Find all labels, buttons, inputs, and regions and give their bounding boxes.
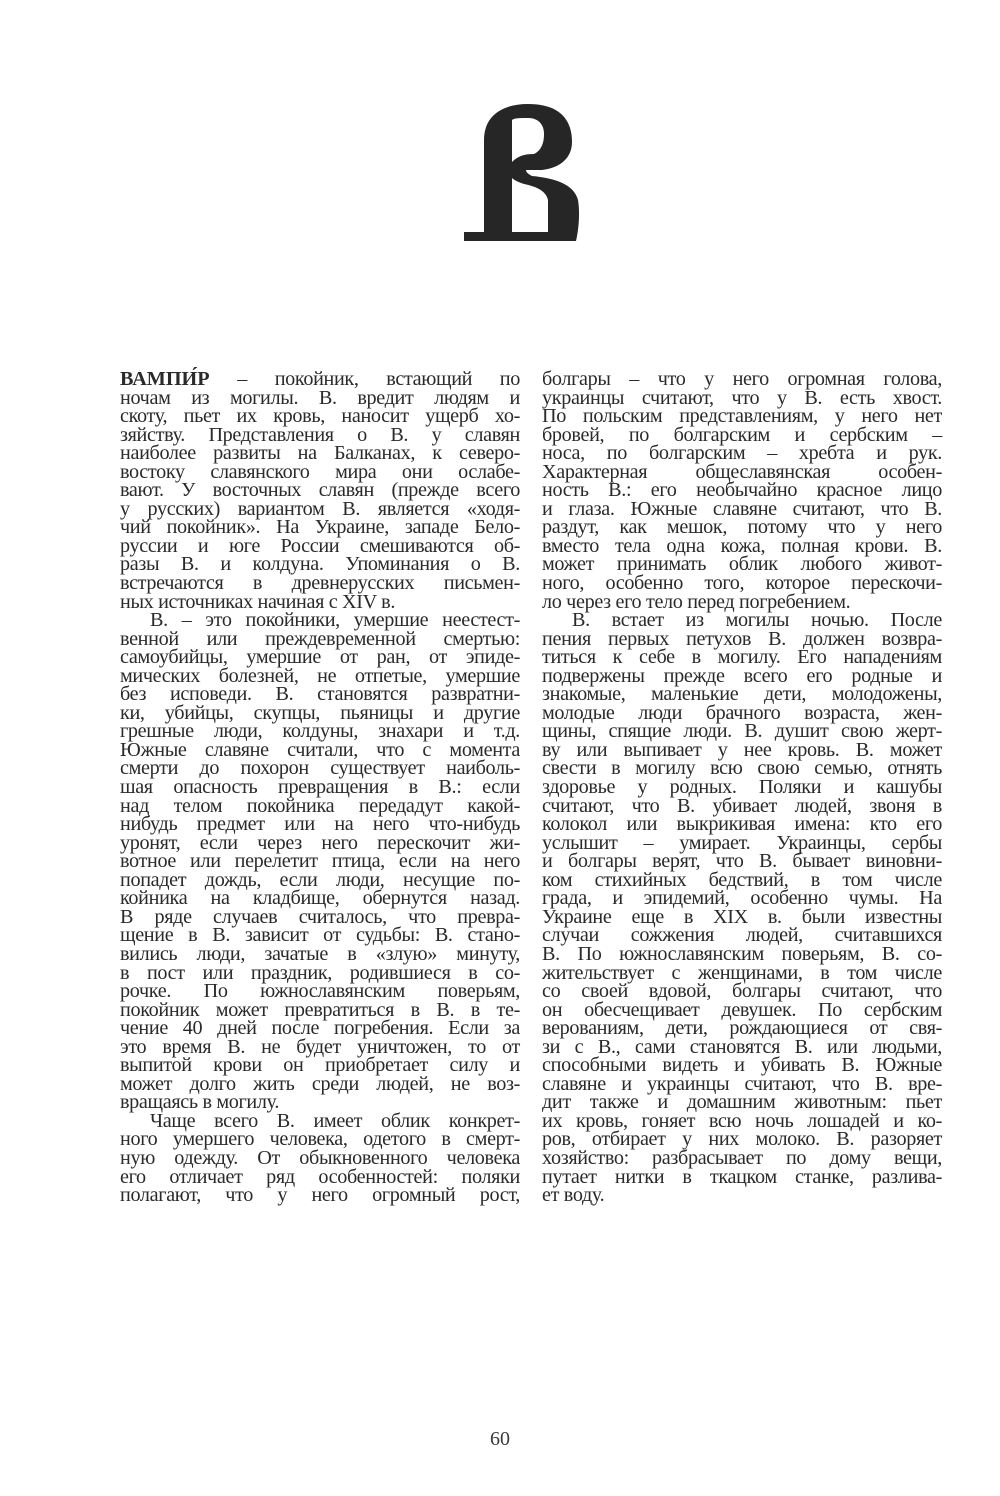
text-line: считают, что В. убивает людей, звоня в bbox=[542, 794, 942, 817]
text-line: нибудь предмет или на него что-нибудь bbox=[120, 813, 520, 836]
text-line: востоку славянского мира они ослабе- bbox=[120, 460, 520, 483]
text-line: и болгары верят, что В. бывает виновни- bbox=[542, 850, 942, 873]
text-line: путает нитки в ткацком станке, разлива- bbox=[542, 1165, 942, 1188]
text-line: может принимать облик любого живот- bbox=[542, 553, 942, 576]
text-line: подвержены прежде всего его родные и bbox=[542, 664, 942, 687]
text-line: щение в В. зависит от судьбы: В. стано- bbox=[120, 924, 520, 947]
text-line: покойник может превратиться в В. в те- bbox=[120, 998, 520, 1021]
text-line: скоту, пьет их кровь, наносит ущерб хо- bbox=[120, 405, 520, 428]
text-line: ло через его тело перед погребением. bbox=[542, 590, 851, 613]
text-line: ву или выпивает у нее кровь. В. может bbox=[542, 738, 942, 761]
text-line: ность В.: его необычайно красное лицо bbox=[542, 479, 942, 502]
text-line: наиболее развиты на Балканах, к северо- bbox=[120, 442, 520, 465]
text-line: услышит – умирает. Украинцы, сербы bbox=[542, 831, 942, 854]
text-line: Южные славяне считали, что с момента bbox=[120, 738, 520, 761]
text-line: без исповеди. В. становятся развратни- bbox=[120, 683, 520, 706]
text-line bbox=[120, 370, 520, 389]
text-line: чий покойник». На Украине, западе Бело- bbox=[120, 516, 520, 539]
text-line: вращаясь в могилу. bbox=[120, 1091, 280, 1114]
text-line: выпитой крови он приобретает силу и bbox=[120, 1054, 520, 1077]
text-line: его отличает ряд особенностей: поляки bbox=[120, 1165, 520, 1188]
text-line: грешные люди, колдуны, знахари и т.д. bbox=[120, 720, 520, 743]
text-line: их кровь, гоняет всю ночь лошадей и ко- bbox=[542, 1109, 942, 1132]
text-line: славяне и украинцы считают, что В. вре- bbox=[542, 1072, 942, 1095]
text-line: свести в могилу всю свою семью, отнять bbox=[542, 757, 942, 780]
text-line: койника на кладбище, обернутся назад. bbox=[120, 887, 520, 910]
text-line: верованиям, дети, рождающиеся от свя- bbox=[542, 1017, 942, 1040]
text-line: попадет дождь, если люди, несущие по- bbox=[120, 868, 520, 891]
text-line: знакомые, маленькие дети, молодожены, bbox=[542, 683, 942, 706]
text-line: В ряде случаев считалось, что превра- bbox=[120, 905, 520, 928]
text-line: ет воду. bbox=[542, 1184, 605, 1207]
text-line: вотное или перелетит птица, если на него bbox=[120, 850, 520, 873]
text-line: молодые люди брачного возраста, жен- bbox=[542, 701, 942, 724]
text-line: ров, отбирает у них молоко. В. разоряет bbox=[542, 1128, 942, 1151]
text-line: случаи сожжения людей, считавшихся bbox=[542, 924, 942, 947]
text-line: у русских) вариантом В. является «ходя- bbox=[120, 497, 520, 520]
text-line: руссии и юге России смешиваются об- bbox=[120, 534, 520, 557]
article-column-left bbox=[120, 370, 520, 1205]
text-line: ком стихийных бедствий, в том числе bbox=[542, 868, 942, 891]
text-line: встречаются в древнерусских письмен- bbox=[120, 572, 520, 595]
text-line: вместо тела одна кожа, полная крови. В. bbox=[542, 534, 942, 557]
text-line: По польским представлениям, у него нет bbox=[542, 405, 942, 428]
text-line: Чаще всего В. имеет облик конкрет- bbox=[150, 1109, 520, 1132]
text-line: хозяйство: разбрасывает по дому вещи, bbox=[542, 1146, 942, 1169]
text-line: ных источниках начиная с XIV в. bbox=[120, 590, 396, 613]
ornamental-letter-v-icon bbox=[462, 100, 582, 246]
text-line: венной или преждевременной смертью: bbox=[120, 627, 520, 650]
article-headword: ВАМПИ́Р bbox=[120, 368, 210, 390]
text-line: может долго жить среди людей, не воз- bbox=[120, 1072, 520, 1095]
page-number: 60 bbox=[490, 1428, 510, 1450]
text-line: В. По южнославянским поверьям, В. со- bbox=[542, 942, 942, 965]
text-line: носа, по болгарским – хребта и рук. bbox=[542, 442, 942, 465]
text-line: дит также и домашним животным: пьет bbox=[542, 1091, 942, 1114]
text-line: щины, спящие люди. В. душит свою жерт- bbox=[542, 720, 942, 743]
text-line: зяйству. Представления о В. у славян bbox=[120, 423, 520, 446]
text-line: здоровье у родных. Поляки и кашубы bbox=[542, 776, 942, 799]
text-line: он обесчещивает девушек. По сербским bbox=[542, 998, 942, 1021]
text-line: самоубийцы, умершие от ран, от эпиде- bbox=[120, 646, 520, 669]
text-line: мических болезней, не отпетые, умершие bbox=[120, 664, 520, 687]
text-line: уронят, если через него перескочит жи- bbox=[120, 831, 520, 854]
text-line: болгары – что у него огромная голова, bbox=[542, 368, 942, 390]
text-line: зи с В., сами становятся В. или людьми, bbox=[542, 1035, 942, 1058]
article-column-right bbox=[542, 370, 942, 1205]
text-line: пения первых петухов В. должен возвра- bbox=[542, 627, 942, 650]
text-line: ного, особенно того, которое перескочи- bbox=[542, 572, 942, 595]
text-line: Украине еще в XIX в. были известны bbox=[542, 905, 942, 928]
text-line: ки, убийцы, скупцы, пьяницы и другие bbox=[120, 701, 520, 724]
text-line: это время В. не будет уничтожен, то от bbox=[120, 1035, 520, 1058]
text-line: жительствует с женщинами, в том числе bbox=[542, 961, 942, 984]
text-line: ную одежду. От обыкновенного человека bbox=[120, 1146, 520, 1169]
text-line: бровей, по болгарским и сербским – bbox=[542, 423, 942, 446]
text-line: ночам из могилы. В. вредит людям и bbox=[120, 386, 520, 409]
text-line: В. – это покойники, умершие неестест- bbox=[150, 609, 520, 632]
text-line: и глаза. Южные славяне считают, что В. bbox=[542, 497, 942, 520]
text-line: чение 40 дней после погребения. Если за bbox=[120, 1017, 520, 1040]
text-line: Характерная общеславянская особен- bbox=[542, 460, 942, 483]
text-line-rest: – покойник, встающий по bbox=[209, 368, 520, 390]
text-line: града, и эпидемий, особенно чумы. На bbox=[542, 887, 942, 910]
text-line: ного умершего человека, одетого в смерт- bbox=[120, 1128, 520, 1151]
text-line: В. встает из могилы ночью. После bbox=[572, 609, 942, 632]
text-line: полагают, что у него огромный рост, bbox=[120, 1184, 520, 1207]
text-line: над телом покойника передадут какой- bbox=[120, 794, 520, 817]
text-line: украинцы считают, что у В. есть хвост. bbox=[542, 386, 942, 409]
text-line: вились люди, зачатые в «злую» минуту, bbox=[120, 942, 520, 965]
text-line: смерти до похорон существует наиболь- bbox=[120, 757, 520, 780]
text-line: колокол или выкрикивая имена: кто его bbox=[542, 813, 942, 836]
text-line: способными видеть и убивать В. Южные bbox=[542, 1054, 942, 1077]
text-line: раздут, как мешок, потому что у него bbox=[542, 516, 942, 539]
text-line: разы В. и колдуна. Упоминания о В. bbox=[120, 553, 520, 576]
text-line: рочке. По южнославянским поверьям, bbox=[120, 980, 520, 1003]
text-line: в пост или праздник, родившиеся в со- bbox=[120, 961, 520, 984]
text-line: шая опасность превращения в В.: если bbox=[120, 776, 520, 799]
text-line: со своей вдовой, болгары считают, что bbox=[542, 980, 942, 1003]
text-line: вают. У восточных славян (прежде всего bbox=[120, 479, 520, 502]
text-line: титься к себе в могилу. Его нападениям bbox=[542, 646, 942, 669]
